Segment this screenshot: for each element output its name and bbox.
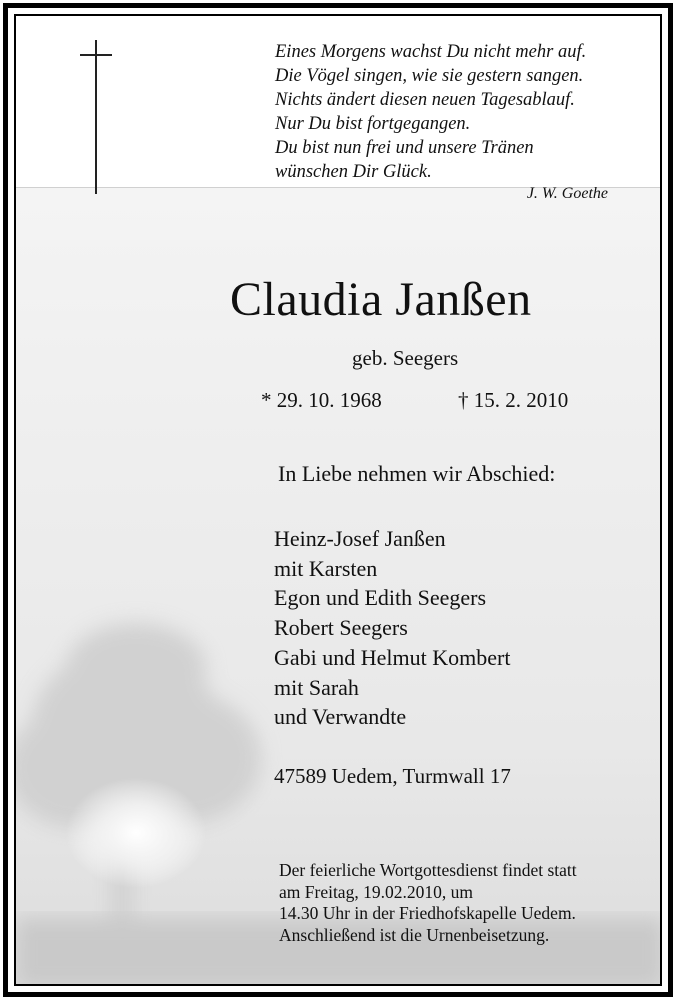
maiden-name: geb. Seegers [352,346,459,370]
poem-line: Die Vögel singen, wie sie gestern sangen. [275,66,584,86]
poem-line: Nur Du bist fortgegangen. [275,114,471,134]
mourners-list [274,524,510,732]
service-line: Der feierliche Wortgottesdienst findet statt [279,860,577,880]
mourner: Egon und Edith Seegers [274,585,487,611]
service-line: Anschließend ist die Urnenbeisetzung. [279,924,550,945]
poem [275,40,586,184]
poem-line: Nichts ändert diesen neuen Tagesablauf. [275,90,575,110]
poem-line: wünschen Dir Glück. [275,162,432,182]
poem-line: Du bist nun frei und unsere Tränen [275,138,534,158]
poem-author: J. W. Goethe [526,185,608,202]
cross-icon-bar [80,54,112,56]
mourner: und Verwandte [274,704,407,730]
service-notice [279,860,577,946]
poem-line: Eines Morgens wachst Du nicht mehr auf. [275,42,587,62]
deceased-name: Claudia Janßen [230,273,532,326]
cross-icon [95,40,97,194]
mourner: Heinz-Josef Janßen [274,526,446,551]
address: 47589 Uedem, Turmwall 17 [274,764,511,788]
service-line: am Freitag, 19.02.2010, um [279,881,473,902]
farewell-heading: In Liebe nehmen wir Abschied: [278,461,556,486]
death-date: † 15. 2. 2010 [458,388,569,412]
birth-date: * 29. 10. 1968 [261,388,382,412]
service-line: 14.30 Uhr in der Friedhofskapelle Uedem. [279,903,576,923]
obituary-card [14,14,662,986]
mourner: mit Sarah [274,674,359,700]
mourner: mit Karsten [274,555,378,581]
mourner: Robert Seegers [274,615,408,641]
mourner: Gabi und Helmut Kombert [274,644,511,670]
